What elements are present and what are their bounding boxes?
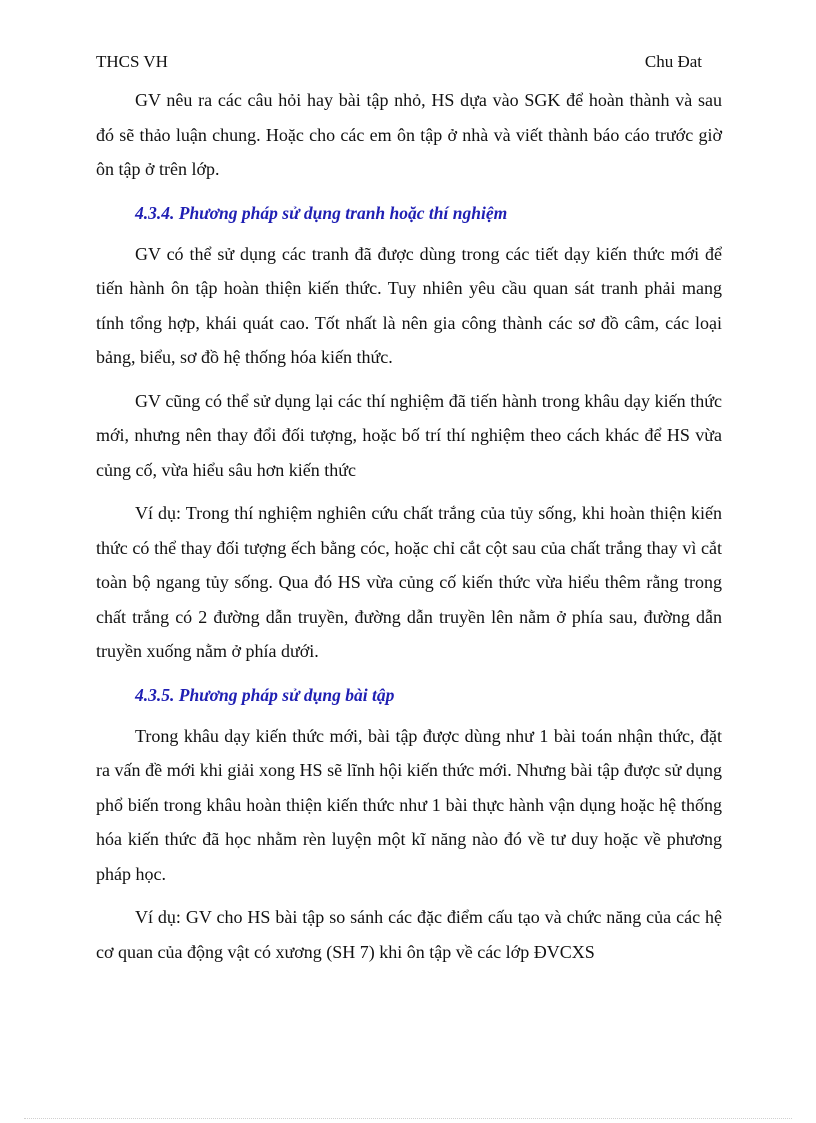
header-author: Chu Đat — [644, 52, 702, 71]
paragraph-pictures: GV có thể sử dụng các tranh đã được dùng trong các tiết dạy kiến thức mới để tiến hành ôn tập hoàn thiện kiến thức. Tuy nhiên yêu cầu quan sát tranh phải mang tính tổng hợp, khái quát cao. Tốt nhất là nên gia công thành các sơ đồ câm, các loại bảng, biểu, sơ đồ hệ thống hóa kiến thức. — [96, 243, 722, 367]
paragraph-example-vertebrates: Ví dụ: GV cho HS bài tập so sánh các đặc điểm cấu tạo và chức năng của các hệ cơ quan của động vật có xương (SH 7) khi ôn tập về các lớp ĐVCXS — [96, 907, 722, 962]
document-body — [96, 83, 722, 978]
paragraph-intro: GV nêu ra các câu hỏi hay bài tập nhỏ, HS dựa vào SGK để hoàn thành và sau đó sẽ thảo luận chung. Hoặc cho các em ôn tập ở nhà và viết thành báo cáo trước giờ ôn tập ở trên lớp. — [96, 90, 722, 179]
page-header — [96, 52, 702, 76]
page-bottom-border — [24, 1118, 792, 1119]
paragraph-exercises: Trong khâu dạy kiến thức mới, bài tập được dùng như 1 bài toán nhận thức, đặt ra vấn đề mới khi giải xong HS sẽ lĩnh hội kiến thức mới. Nhưng bài tập được sử dụng phổ biến trong khâu hoàn thiện kiến thức như 1 bài thực hành vận dụng hoặc hệ thống hóa kiến thức đã học nhằm rèn luyện một kĩ năng nào đó về tư duy hoặc về phương pháp học. — [96, 725, 722, 884]
section-heading-4-3-5: 4.3.5. Phương pháp sử dụng bài tập — [135, 684, 395, 705]
paragraph-experiments: GV cũng có thể sử dụng lại các thí nghiệm đã tiến hành trong khâu dạy kiến thức mới, nhưng nên thay đổi đối tượng, hoặc bố trí thí nghiệm theo cách khác để HS vừa củng cố, vừa hiểu sâu hơn kiến thức — [96, 390, 722, 480]
section-heading-4-3-4: 4.3.4. Phương pháp sử dụng tranh hoặc thí nghiệm — [135, 202, 508, 223]
header-school: THCS VH — [96, 52, 168, 71]
paragraph-example-spinal-cord: Ví dụ: Trong thí nghiệm nghiên cứu chất trắng của tủy sống, khi hoàn thiện kiến thức có thể thay đối tượng ếch bằng cóc, hoặc chỉ cắt cột sau của chất trắng thay vì cắt toàn bộ ngang tủy sống. Qua đó HS vừa củng cố kiến thức vừa hiểu thêm rằng trong chất trắng có 2 đường dẫn truyền, đường dẫn truyền lên nằm ở phía sau, đường dẫn truyền xuống nằm ở phía dưới. — [96, 503, 722, 661]
